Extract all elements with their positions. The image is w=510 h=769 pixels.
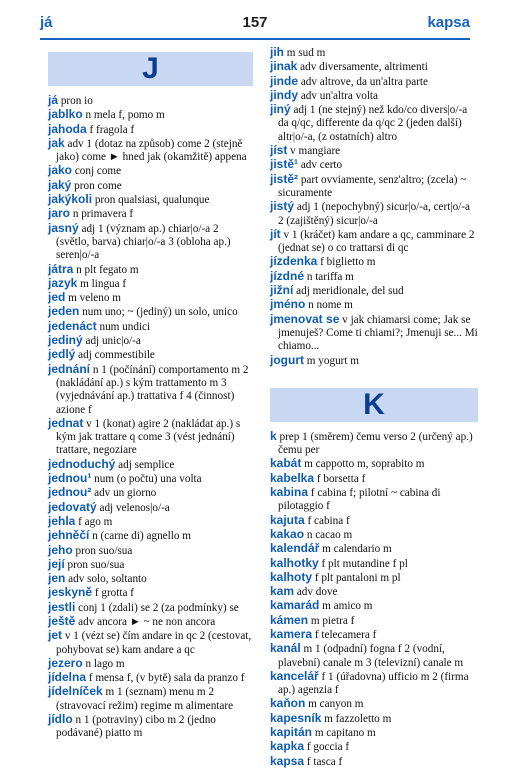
- headword: jeho: [48, 542, 73, 557]
- dictionary-entry: [48, 363, 253, 417]
- entry-definition: adv un'altra volta: [300, 89, 379, 102]
- dictionary-entry: [270, 228, 478, 256]
- dictionary-entry: [270, 628, 478, 642]
- entry-definition: adv altrove, da un'altra parte: [300, 75, 429, 88]
- entry-definition: m capitano m: [314, 727, 376, 740]
- entry-definition: f plt pantaloni m pl: [314, 571, 401, 584]
- entry-definition: f goccia f: [306, 741, 350, 754]
- entry-definition: f tasca f: [306, 755, 343, 768]
- entry-definition: adj commestibile: [78, 349, 155, 362]
- headword: jako: [48, 163, 73, 178]
- dictionary-entry: [48, 713, 253, 741]
- headword: jezero: [48, 655, 83, 670]
- headword: jednoduchý: [48, 456, 116, 471]
- dictionary-entry: [270, 614, 478, 628]
- headword: kamarád: [270, 598, 320, 613]
- headword: jméno: [270, 297, 306, 312]
- dictionary-entry: [48, 458, 253, 472]
- dictionary-entry: [270, 670, 478, 698]
- entry-definition: pron io: [60, 95, 93, 107]
- headword: kapka: [270, 739, 305, 754]
- dictionary-entry: [270, 457, 478, 471]
- dictionary-entry: [48, 263, 253, 277]
- dictionary-entry: [270, 173, 478, 201]
- page-header: [40, 14, 470, 40]
- right-column: [270, 46, 478, 769]
- headword: kamera: [270, 626, 313, 641]
- entry-definition: adv ancora ► ~ ne non ancora: [78, 615, 216, 628]
- dictionary-entry: [270, 89, 478, 103]
- entry-definition: m canyon m: [308, 698, 364, 711]
- entry-definition: adv diversamente, altrimenti: [300, 61, 428, 74]
- headword: jahoda: [48, 121, 87, 136]
- dictionary-entry: [48, 193, 253, 207]
- dictionary-entry: [270, 486, 478, 514]
- dictionary-entry: [270, 103, 478, 144]
- headword: jíst: [270, 143, 288, 158]
- section-letter-j: J: [48, 52, 253, 86]
- page-number: 157: [242, 14, 268, 31]
- entry-definition: m veleno m: [68, 292, 121, 305]
- entry-definition: v 1 (kráčet) kam andare a qc, camminare 2 (jednat se) o co trattarsi di qc: [278, 228, 475, 255]
- headword: jablko: [48, 107, 83, 122]
- dictionary-entry: [48, 486, 253, 500]
- entry-definition: adj unic|o/-a: [85, 335, 141, 348]
- entry-definition: num uno; ~ (jediný) un solo, unico: [82, 306, 238, 319]
- headword: kapesník: [270, 710, 322, 725]
- dictionary-entry: [48, 544, 253, 558]
- entry-list-j-right: [270, 46, 478, 368]
- dictionary-entry: [48, 529, 253, 543]
- dictionary-entry: [48, 572, 253, 586]
- dictionary-entry: [270, 46, 478, 60]
- headword: kabelka: [270, 470, 315, 485]
- section-letter-k: K: [270, 388, 478, 422]
- dictionary-entry: [270, 255, 478, 269]
- headword: jedlý: [48, 347, 76, 362]
- headword: jehněčí: [48, 528, 90, 543]
- headword: jízdné: [270, 268, 305, 283]
- dictionary-entry: [270, 542, 478, 556]
- entry-definition: m pietra f: [310, 614, 355, 627]
- headword: játra: [48, 261, 74, 276]
- headword: jiný: [270, 102, 291, 117]
- dictionary-entry: [270, 430, 478, 458]
- headword: kabina: [270, 485, 309, 500]
- entry-list-k: [270, 430, 478, 769]
- dictionary-entry: [48, 615, 253, 629]
- headword: kancelář: [270, 668, 319, 683]
- headword: jeskyně: [48, 585, 93, 600]
- headword: kanál: [270, 641, 301, 656]
- entry-definition: pron qualsiasi, qualunque: [94, 194, 210, 207]
- dictionary-entry: [48, 179, 253, 193]
- headword: jazyk: [48, 275, 78, 290]
- entry-definition: num undici: [99, 320, 151, 333]
- dictionary-entry: [48, 586, 253, 600]
- headword: jižní: [270, 283, 294, 298]
- headword: jít: [270, 226, 281, 241]
- dictionary-entry: [48, 305, 253, 319]
- headword: jídlo: [48, 712, 73, 727]
- headword: kalendář: [270, 541, 320, 556]
- dictionary-entry: [48, 657, 253, 671]
- entry-definition: n nome m: [308, 299, 353, 312]
- dictionary-entry: [270, 270, 478, 284]
- headword: jaký: [48, 177, 72, 192]
- headword: jednou¹: [48, 471, 92, 486]
- dictionary-entry: [48, 601, 253, 615]
- dictionary-entry: [270, 144, 478, 158]
- entry-definition: pron come: [74, 179, 122, 192]
- entry-definition: conj 1 (zdali) se 2 (za podmínky) se: [78, 601, 239, 614]
- entry-definition: v 1 (vézt se) čím andare in qc 2 (cestovat, pohybovat se) kam andare a qc: [56, 630, 252, 656]
- entry-definition: f telecamera f: [314, 628, 377, 641]
- entry-definition: m 1 (odpadní) fogna f 2 (vodní, plavební) canale m 3 (televizní) canale m: [278, 643, 464, 669]
- entry-definition: v mangiare: [290, 145, 341, 158]
- entry-definition: prep 1 (směrem) čemu verso 2 (určený ap.) čemu per: [278, 430, 473, 457]
- dictionary-entry: [270, 599, 478, 613]
- headword: jinak: [270, 59, 298, 74]
- entry-definition: f 1 (úřadovna) ufficio m 2 (firma ap.) agenzia f: [278, 670, 469, 697]
- dictionary-entry: [48, 222, 253, 263]
- entry-definition: f biglietto m: [320, 256, 376, 269]
- entry-definition: adv un giorno: [94, 487, 157, 500]
- entry-definition: pron suo/sua: [67, 558, 125, 571]
- entry-definition: adj 1 (ne stejný) než kdo/co divers|o/-a da q/qc, differente da q/qc 2 (jeden další) altr|o/-a, (z ostatních) altro: [278, 104, 468, 143]
- headword: jestli: [48, 599, 76, 614]
- dictionary-entry: [270, 712, 478, 726]
- headword: kajuta: [270, 512, 305, 527]
- dictionary-entry: [48, 472, 253, 486]
- header-rule: [40, 38, 470, 40]
- dictionary-entry: [270, 726, 478, 740]
- dictionary-entry: [270, 298, 478, 312]
- headword: kakao: [270, 526, 305, 541]
- dictionary-entry: [270, 200, 478, 228]
- entry-definition: m fazzoletto m: [324, 712, 392, 725]
- entry-definition: num (o počtu) una volta: [94, 473, 202, 486]
- dictionary-entry: [48, 164, 253, 178]
- dictionary-entry: [270, 755, 478, 769]
- dictionary-entry: [48, 685, 253, 713]
- entry-definition: m calendario m: [322, 543, 392, 556]
- dictionary-entry: [270, 514, 478, 528]
- dictionary-entry: [48, 515, 253, 529]
- entry-definition: n 1 (počínání) comportamento m 2 (nakládání ap.) s kým trattamento m 3 (vyjednávání ap.) trattativa f 4 (činnost) azione f: [56, 363, 249, 416]
- entry-definition: adj meridionale, del sud: [296, 285, 404, 298]
- left-column: [48, 46, 253, 741]
- dictionary-entry: [48, 320, 253, 334]
- entry-definition: f cabina f: [307, 514, 350, 527]
- dictionary-entry: [270, 557, 478, 571]
- entry-definition: f ago m: [78, 515, 113, 528]
- right-guide-word: kapsa: [427, 14, 470, 31]
- dictionary-entry: [48, 348, 253, 362]
- headword: jediný: [48, 333, 83, 348]
- entry-definition: v 1 (konat) agire 2 (nakládat ap.) s kým jak trattare q come 3 (vést jednání) trattare, negoziare: [56, 417, 241, 457]
- dictionary-entry: [48, 501, 253, 515]
- headword: jak: [48, 135, 65, 150]
- entry-definition: m amico m: [322, 600, 373, 613]
- dictionary-entry: [48, 123, 253, 137]
- entry-definition: adj semplice: [118, 458, 175, 471]
- headword: jehla: [48, 513, 76, 528]
- dictionary-entry: [48, 108, 253, 122]
- entry-definition: adv certo: [300, 159, 343, 172]
- entry-definition: m cappotto m, soprabito m: [304, 458, 425, 471]
- headword: jízdenka: [270, 254, 318, 269]
- dictionary-entry: [270, 75, 478, 89]
- dictionary-entry: [48, 291, 253, 305]
- dictionary-entry: [48, 207, 253, 221]
- entry-definition: adv dove: [296, 586, 338, 599]
- dictionary-entry: [270, 528, 478, 542]
- headword: jídelníček: [48, 684, 103, 699]
- entry-definition: f mensa f, (v bytě) sala da pranzo f: [88, 672, 245, 685]
- dictionary-entry: [48, 334, 253, 348]
- headword: jistě²: [270, 171, 299, 186]
- dictionary-entry: [270, 60, 478, 74]
- headword: jistý: [270, 199, 295, 214]
- headword: k: [270, 428, 277, 443]
- dictionary-entry: [270, 697, 478, 711]
- headword: jedenáct: [48, 318, 97, 333]
- entry-definition: n primavera f: [72, 208, 134, 221]
- headword: jídelna: [48, 670, 87, 685]
- dictionary-entry: [48, 137, 253, 165]
- left-guide-word: já: [40, 14, 53, 31]
- headword: jednat: [48, 415, 84, 430]
- dictionary-entry: [48, 277, 253, 291]
- headword: jakýkoli: [48, 192, 93, 207]
- entry-list-j-left: [48, 94, 253, 741]
- entry-definition: n (carne di) agnello m: [92, 530, 191, 543]
- dictionary-entry: [48, 417, 253, 458]
- headword: ještě: [48, 613, 76, 628]
- entry-definition: f plt mutandine f pl: [321, 557, 408, 570]
- entry-definition: adv 1 (dotaz na způsob) come 2 (stejně jako) come ► hned jak (okamžitě) appena: [56, 137, 247, 164]
- headword: jeden: [48, 304, 80, 319]
- headword: kapsa: [270, 753, 305, 768]
- dictionary-entry: [270, 642, 478, 670]
- dictionary-entry: [270, 740, 478, 754]
- entry-definition: n lago m: [85, 657, 125, 670]
- dictionary-entry: [270, 585, 478, 599]
- dictionary-entry: [48, 671, 253, 685]
- headword: jednou²: [48, 485, 92, 500]
- entry-definition: adj 1 (význam ap.) chiar|o/-a 2 (světlo, barva) chiar|o/-a 3 (obloha ap.) seren|o/-a: [56, 222, 231, 262]
- dictionary-entry: [270, 354, 478, 368]
- headword: jinde: [270, 73, 299, 88]
- headword: jistě¹: [270, 157, 299, 172]
- entry-definition: n tariffa m: [306, 270, 354, 283]
- headword: kámen: [270, 612, 309, 627]
- headword: kalhoty: [270, 569, 313, 584]
- headword: jindy: [270, 87, 299, 102]
- dictionary-entry: [48, 94, 253, 108]
- headword: jogurt: [270, 352, 304, 367]
- entry-definition: m lingua f: [80, 277, 127, 290]
- headword: kapitán: [270, 725, 313, 740]
- entry-definition: f fragola f: [89, 123, 135, 136]
- entry-definition: n mela f, pomo m: [85, 109, 165, 122]
- headword: jmenovat se: [270, 311, 340, 326]
- entry-definition: f cabina f; pilotní ~ cabina di pilotaggio f: [278, 487, 441, 513]
- dictionary-entry: [48, 558, 253, 572]
- entry-definition: part ovviamente, senz'altro; (zcela) ~ sicuramente: [278, 173, 467, 199]
- dictionary-entry: [270, 571, 478, 585]
- entry-definition: n 1 (potraviny) cibo m 2 (jedno podávané) piatto m: [56, 714, 216, 740]
- dictionary-entry: [270, 158, 478, 172]
- entry-definition: v jak chiamarsi come; Jak se jmenuješ? Come ti chiami?; Jmenuji se... Mi chiamo...: [278, 313, 478, 353]
- dictionary-entry: [48, 629, 253, 657]
- headword: jednání: [48, 361, 91, 376]
- headword: jaro: [48, 206, 71, 221]
- headword: kalhotky: [270, 555, 319, 570]
- headword: jed: [48, 290, 66, 305]
- headword: kaňon: [270, 696, 306, 711]
- entry-definition: adj 1 (nepochybný) sicur|o/-a, cert|o/-a 2 (zajištěný) sicur|o/-a: [278, 201, 470, 227]
- headword: kabát: [270, 456, 302, 471]
- entry-definition: n plt fegato m: [76, 263, 139, 276]
- headword: jet: [48, 628, 63, 643]
- dictionary-entry: [270, 472, 478, 486]
- entry-definition: m yogurt m: [306, 354, 360, 367]
- headword: kam: [270, 584, 295, 599]
- entry-definition: adv solo, soltanto: [68, 573, 147, 586]
- dictionary-entry: [270, 313, 478, 354]
- entry-definition: pron suo/sua: [75, 544, 133, 557]
- entry-definition: n cacao m: [306, 528, 353, 541]
- entry-definition: adj velenos|o/-a: [99, 501, 170, 514]
- entry-definition: conj come: [74, 165, 122, 178]
- dictionary-entry: [270, 284, 478, 298]
- headword: jedovatý: [48, 499, 97, 514]
- headword: její: [48, 556, 65, 571]
- entry-definition: f borsetta f: [316, 472, 366, 485]
- headword: jasný: [48, 220, 79, 235]
- headword: já: [48, 93, 59, 107]
- entry-definition: f grotta f: [94, 587, 134, 600]
- headword: jih: [270, 45, 284, 59]
- headword: jen: [48, 571, 66, 586]
- entry-definition: m sud m: [286, 47, 326, 59]
- entry-definition: m 1 (seznam) menu m 2 (stravovací režim) regime m alimentare: [56, 686, 234, 712]
